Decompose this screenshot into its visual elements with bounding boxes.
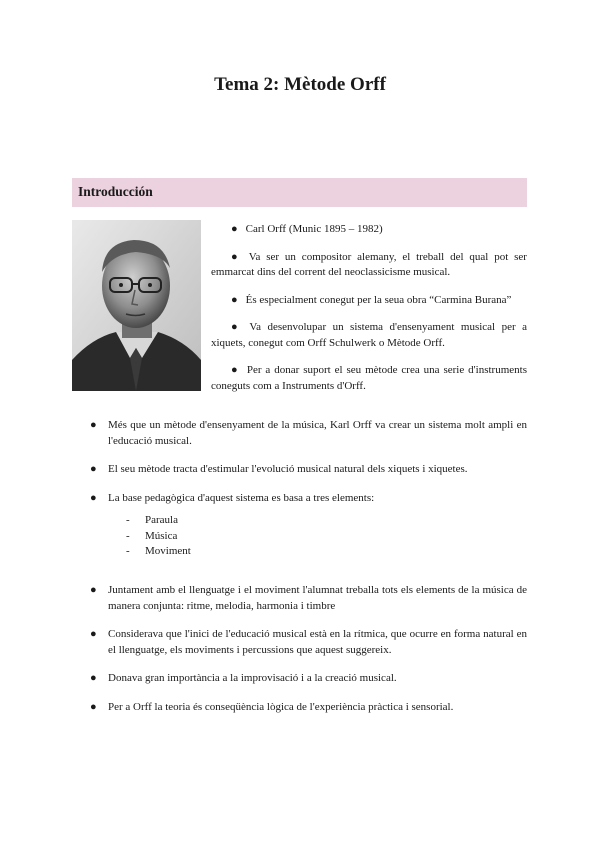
bullet-icon: ● — [90, 419, 97, 431]
bullet-icon: ● — [90, 628, 97, 640]
elements-sub-list — [126, 513, 191, 560]
bullet-icon: ● — [231, 321, 242, 333]
sub-list-item: - Paraula — [126, 513, 191, 529]
list-item: ● Considerava que l'inici de l'educació musical està en la rítmica, que ocurre en forma natural en el llenguatge, els moviments i percussions que aquest suggereix. — [90, 628, 527, 656]
list-item: ● Per a Orff la teoria és conseqüència lògica de l'experiència pràctica i sensorial. — [72, 700, 527, 716]
bullet-icon: ● — [231, 293, 238, 306]
bullet-icon: ● — [231, 223, 238, 235]
list-item: ● El seu mètode tracta d'estimular l'evolució musical natural dels xiquets i xiquetes. — [72, 462, 527, 478]
list-item: ● Va desenvolupar un sistema d'ensenyament musical per a xiquets, conegut com Orff Schulwerk o Mètode Orff. — [211, 321, 527, 349]
list-item: ● Més que un mètode d'ensenyament de la música, Karl Orff va crear un sistema molt ampli en l'educació musical. — [90, 419, 527, 447]
page-title: Tema 2: Mètode Orff — [214, 74, 386, 95]
dash-marker: - — [126, 514, 130, 526]
sub-list-item: - Moviment — [126, 544, 191, 560]
section-heading: Introducción — [78, 184, 153, 199]
section-header — [72, 178, 527, 207]
main-bullet-list-b — [72, 583, 527, 715]
intro-bullet-list — [211, 222, 527, 406]
dash-marker: - — [126, 529, 130, 542]
list-item: ● Per a donar suport el seu mètode crea una serie d'instruments coneguts com a Instruments d'Orff. — [211, 364, 527, 392]
bullet-icon: ● — [90, 463, 97, 475]
portrait-image — [72, 220, 201, 391]
bullet-icon: ● — [90, 584, 97, 596]
bullet-icon: ● — [90, 700, 97, 713]
portrait-photo — [72, 220, 201, 391]
bullet-icon: ● — [231, 250, 241, 263]
bullet-icon: ● — [90, 491, 97, 504]
bullet-icon: ● — [90, 672, 97, 684]
list-item: ● És especialment conegut per la seua obra “Carmina Burana” — [211, 293, 527, 309]
main-bullet-list-a — [72, 418, 527, 506]
list-item: ● La base pedagògica d'aquest sistema es basa a tres elements: — [72, 491, 527, 507]
bullet-icon: ● — [231, 364, 239, 376]
sub-list-item: - Música — [126, 529, 191, 545]
list-item: ● Carl Orff (Munic 1895 – 1982) — [211, 222, 527, 238]
dash-marker: - — [126, 545, 130, 557]
list-item: ● Va ser un compositor alemany, el treball del qual pot ser emmarcat dins del corrent del neoclassicisme musical. — [211, 250, 527, 278]
list-item: ● Donava gran importància a la improvisació i a la creació musical. — [72, 671, 527, 687]
list-item: ● Juntament amb el llenguatge i el moviment l'alumnat treballa tots els elements de la música de manera conjunta: ritme, melodia, harmonia i timbre — [90, 584, 527, 612]
